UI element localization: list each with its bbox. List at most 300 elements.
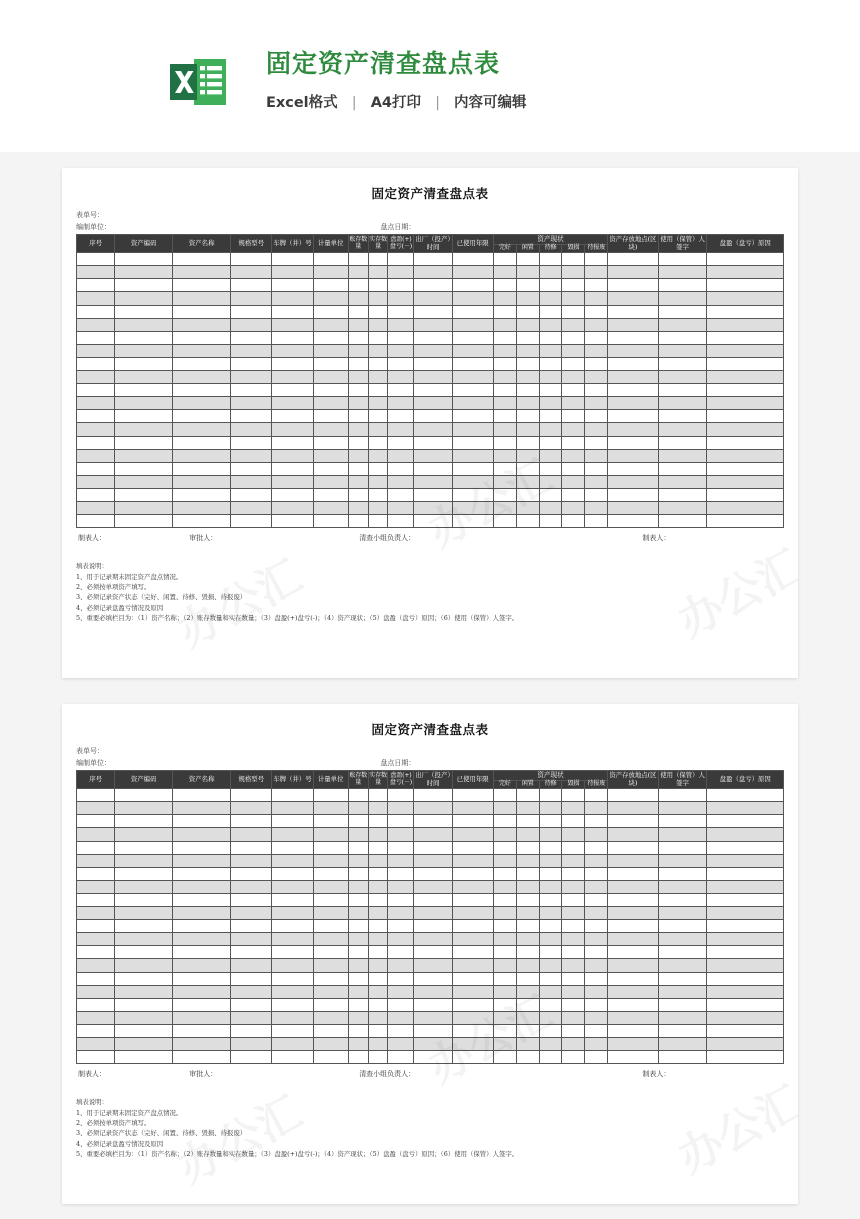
table-cell[interactable] <box>368 371 388 384</box>
table-cell[interactable] <box>658 501 707 514</box>
table-cell[interactable] <box>608 815 658 828</box>
table-cell[interactable] <box>272 907 313 920</box>
table-cell[interactable] <box>272 959 313 972</box>
table-cell[interactable] <box>585 305 608 318</box>
table-cell[interactable] <box>388 893 414 906</box>
table-cell[interactable] <box>173 1037 231 1050</box>
table-cell[interactable] <box>539 449 562 462</box>
table-cell[interactable] <box>115 828 173 841</box>
table-cell[interactable] <box>658 985 707 998</box>
table-cell[interactable] <box>388 1024 414 1037</box>
table-cell[interactable] <box>368 972 388 985</box>
table-cell[interactable] <box>493 501 516 514</box>
table-row[interactable] <box>77 1051 784 1064</box>
table-cell[interactable] <box>115 933 173 946</box>
table-cell[interactable] <box>585 318 608 331</box>
table-cell[interactable] <box>658 880 707 893</box>
table-cell[interactable] <box>452 802 493 815</box>
table-cell[interactable] <box>313 279 348 292</box>
table-cell[interactable] <box>368 998 388 1011</box>
table-cell[interactable] <box>585 475 608 488</box>
table-cell[interactable] <box>516 515 539 528</box>
table-cell[interactable] <box>348 410 368 423</box>
table-cell[interactable] <box>539 802 562 815</box>
table-cell[interactable] <box>115 384 173 397</box>
table-cell[interactable] <box>272 828 313 841</box>
table-cell[interactable] <box>516 371 539 384</box>
table-cell[interactable] <box>77 1051 115 1064</box>
table-cell[interactable] <box>388 462 414 475</box>
table-cell[interactable] <box>452 880 493 893</box>
table-cell[interactable] <box>539 253 562 266</box>
table-cell[interactable] <box>77 841 115 854</box>
table-cell[interactable] <box>493 907 516 920</box>
table-cell[interactable] <box>348 436 368 449</box>
table-cell[interactable] <box>493 462 516 475</box>
table-cell[interactable] <box>539 907 562 920</box>
table-cell[interactable] <box>608 946 658 959</box>
table-cell[interactable] <box>231 959 272 972</box>
table-cell[interactable] <box>77 266 115 279</box>
table-cell[interactable] <box>348 331 368 344</box>
table-cell[interactable] <box>77 384 115 397</box>
table-cell[interactable] <box>562 802 585 815</box>
table-cell[interactable] <box>272 1051 313 1064</box>
table-cell[interactable] <box>414 488 452 501</box>
table-cell[interactable] <box>272 292 313 305</box>
table-cell[interactable] <box>414 318 452 331</box>
table-cell[interactable] <box>313 449 348 462</box>
table-cell[interactable] <box>231 515 272 528</box>
table-cell[interactable] <box>368 880 388 893</box>
table-cell[interactable] <box>414 920 452 933</box>
table-cell[interactable] <box>658 802 707 815</box>
table-cell[interactable] <box>493 318 516 331</box>
table-cell[interactable] <box>562 985 585 998</box>
table-cell[interactable] <box>562 854 585 867</box>
table-cell[interactable] <box>414 789 452 802</box>
table-cell[interactable] <box>77 854 115 867</box>
table-cell[interactable] <box>658 867 707 880</box>
table-cell[interactable] <box>368 449 388 462</box>
table-cell[interactable] <box>388 449 414 462</box>
table-cell[interactable] <box>348 1024 368 1037</box>
table-cell[interactable] <box>608 462 658 475</box>
table-cell[interactable] <box>707 959 784 972</box>
table-cell[interactable] <box>707 985 784 998</box>
table-cell[interactable] <box>173 515 231 528</box>
table-cell[interactable] <box>115 423 173 436</box>
table-cell[interactable] <box>115 893 173 906</box>
table-cell[interactable] <box>452 266 493 279</box>
table-cell[interactable] <box>348 305 368 318</box>
table-cell[interactable] <box>414 436 452 449</box>
table-cell[interactable] <box>115 907 173 920</box>
table-cell[interactable] <box>539 371 562 384</box>
table-cell[interactable] <box>348 933 368 946</box>
table-cell[interactable] <box>368 384 388 397</box>
table-cell[interactable] <box>452 344 493 357</box>
table-cell[interactable] <box>658 515 707 528</box>
table-cell[interactable] <box>388 946 414 959</box>
table-cell[interactable] <box>539 292 562 305</box>
table-cell[interactable] <box>414 841 452 854</box>
table-row[interactable] <box>77 384 784 397</box>
table-cell[interactable] <box>658 488 707 501</box>
table-cell[interactable] <box>313 371 348 384</box>
table-cell[interactable] <box>707 397 784 410</box>
table-cell[interactable] <box>272 279 313 292</box>
table-cell[interactable] <box>313 998 348 1011</box>
table-row[interactable] <box>77 802 784 815</box>
table-cell[interactable] <box>313 410 348 423</box>
table-cell[interactable] <box>452 253 493 266</box>
table-cell[interactable] <box>585 279 608 292</box>
table-cell[interactable] <box>388 1037 414 1050</box>
table-cell[interactable] <box>539 959 562 972</box>
table-cell[interactable] <box>585 1051 608 1064</box>
table-cell[interactable] <box>388 292 414 305</box>
table-cell[interactable] <box>368 828 388 841</box>
table-cell[interactable] <box>348 880 368 893</box>
table-cell[interactable] <box>452 1011 493 1024</box>
table-cell[interactable] <box>539 462 562 475</box>
table-cell[interactable] <box>585 449 608 462</box>
table-cell[interactable] <box>173 397 231 410</box>
table-cell[interactable] <box>313 488 348 501</box>
table-cell[interactable] <box>115 318 173 331</box>
table-cell[interactable] <box>388 998 414 1011</box>
table-cell[interactable] <box>115 802 173 815</box>
table-cell[interactable] <box>707 998 784 1011</box>
table-cell[interactable] <box>608 998 658 1011</box>
table-cell[interactable] <box>414 880 452 893</box>
table-cell[interactable] <box>608 305 658 318</box>
table-cell[interactable] <box>231 462 272 475</box>
table-row[interactable] <box>77 841 784 854</box>
table-cell[interactable] <box>608 331 658 344</box>
table-cell[interactable] <box>539 841 562 854</box>
table-cell[interactable] <box>77 802 115 815</box>
table-cell[interactable] <box>539 972 562 985</box>
table-cell[interactable] <box>452 1024 493 1037</box>
table-cell[interactable] <box>388 318 414 331</box>
table-cell[interactable] <box>348 828 368 841</box>
table-cell[interactable] <box>173 253 231 266</box>
table-cell[interactable] <box>115 410 173 423</box>
table-cell[interactable] <box>173 384 231 397</box>
table-cell[interactable] <box>658 907 707 920</box>
table-cell[interactable] <box>414 959 452 972</box>
table-cell[interactable] <box>562 815 585 828</box>
table-cell[interactable] <box>115 972 173 985</box>
table-cell[interactable] <box>493 292 516 305</box>
table-cell[interactable] <box>77 920 115 933</box>
table-cell[interactable] <box>272 867 313 880</box>
table-cell[interactable] <box>585 501 608 514</box>
table-cell[interactable] <box>414 972 452 985</box>
table-cell[interactable] <box>348 266 368 279</box>
table-cell[interactable] <box>231 318 272 331</box>
table-cell[interactable] <box>173 1051 231 1064</box>
table-cell[interactable] <box>115 344 173 357</box>
table-cell[interactable] <box>388 802 414 815</box>
table-cell[interactable] <box>658 331 707 344</box>
table-cell[interactable] <box>414 371 452 384</box>
table-cell[interactable] <box>585 371 608 384</box>
table-cell[interactable] <box>348 920 368 933</box>
table-cell[interactable] <box>77 959 115 972</box>
table-cell[interactable] <box>414 1037 452 1050</box>
table-cell[interactable] <box>348 1011 368 1024</box>
table-cell[interactable] <box>493 815 516 828</box>
table-cell[interactable] <box>173 475 231 488</box>
table-cell[interactable] <box>173 920 231 933</box>
table-cell[interactable] <box>272 331 313 344</box>
table-cell[interactable] <box>313 959 348 972</box>
table-cell[interactable] <box>173 423 231 436</box>
table-cell[interactable] <box>585 1024 608 1037</box>
table-cell[interactable] <box>452 907 493 920</box>
table-cell[interactable] <box>493 488 516 501</box>
table-cell[interactable] <box>452 959 493 972</box>
table-cell[interactable] <box>658 266 707 279</box>
table-cell[interactable] <box>493 841 516 854</box>
table-row[interactable] <box>77 854 784 867</box>
table-cell[interactable] <box>368 789 388 802</box>
table-cell[interactable] <box>231 449 272 462</box>
table-cell[interactable] <box>368 475 388 488</box>
table-cell[interactable] <box>77 344 115 357</box>
table-cell[interactable] <box>272 933 313 946</box>
table-cell[interactable] <box>516 266 539 279</box>
table-cell[interactable] <box>707 880 784 893</box>
table-cell[interactable] <box>231 828 272 841</box>
table-cell[interactable] <box>493 266 516 279</box>
table-cell[interactable] <box>452 1051 493 1064</box>
table-cell[interactable] <box>313 985 348 998</box>
table-cell[interactable] <box>452 449 493 462</box>
table-cell[interactable] <box>516 344 539 357</box>
table-row[interactable] <box>77 344 784 357</box>
table-cell[interactable] <box>452 305 493 318</box>
table-cell[interactable] <box>414 998 452 1011</box>
table-cell[interactable] <box>77 397 115 410</box>
table-cell[interactable] <box>608 972 658 985</box>
table-cell[interactable] <box>414 410 452 423</box>
table-cell[interactable] <box>77 371 115 384</box>
table-cell[interactable] <box>388 371 414 384</box>
table-cell[interactable] <box>562 397 585 410</box>
table-cell[interactable] <box>658 998 707 1011</box>
table-cell[interactable] <box>115 331 173 344</box>
table-cell[interactable] <box>452 789 493 802</box>
table-cell[interactable] <box>585 384 608 397</box>
table-cell[interactable] <box>516 397 539 410</box>
table-cell[interactable] <box>493 423 516 436</box>
table-cell[interactable] <box>707 501 784 514</box>
table-cell[interactable] <box>414 854 452 867</box>
table-cell[interactable] <box>115 841 173 854</box>
table-cell[interactable] <box>272 253 313 266</box>
table-cell[interactable] <box>388 789 414 802</box>
table-cell[interactable] <box>173 880 231 893</box>
table-cell[interactable] <box>77 998 115 1011</box>
table-cell[interactable] <box>388 1051 414 1064</box>
table-cell[interactable] <box>562 880 585 893</box>
table-cell[interactable] <box>414 1051 452 1064</box>
table-cell[interactable] <box>658 410 707 423</box>
table-cell[interactable] <box>173 959 231 972</box>
table-cell[interactable] <box>348 985 368 998</box>
table-cell[interactable] <box>707 292 784 305</box>
table-cell[interactable] <box>516 462 539 475</box>
table-cell[interactable] <box>493 410 516 423</box>
table-cell[interactable] <box>562 357 585 370</box>
table-cell[interactable] <box>348 253 368 266</box>
table-cell[interactable] <box>368 893 388 906</box>
table-cell[interactable] <box>231 985 272 998</box>
table-cell[interactable] <box>231 907 272 920</box>
table-cell[interactable] <box>707 318 784 331</box>
table-row[interactable] <box>77 305 784 318</box>
table-cell[interactable] <box>562 1051 585 1064</box>
table-cell[interactable] <box>77 475 115 488</box>
table-cell[interactable] <box>231 344 272 357</box>
table-cell[interactable] <box>493 802 516 815</box>
table-cell[interactable] <box>313 828 348 841</box>
table-cell[interactable] <box>368 305 388 318</box>
table-cell[interactable] <box>272 815 313 828</box>
table-cell[interactable] <box>173 266 231 279</box>
table-cell[interactable] <box>608 436 658 449</box>
table-cell[interactable] <box>539 279 562 292</box>
table-cell[interactable] <box>173 985 231 998</box>
table-cell[interactable] <box>562 515 585 528</box>
table-cell[interactable] <box>348 998 368 1011</box>
table-cell[interactable] <box>272 305 313 318</box>
table-cell[interactable] <box>115 371 173 384</box>
table-cell[interactable] <box>658 397 707 410</box>
table-cell[interactable] <box>707 867 784 880</box>
table-cell[interactable] <box>414 907 452 920</box>
table-cell[interactable] <box>516 867 539 880</box>
table-row[interactable] <box>77 331 784 344</box>
table-cell[interactable] <box>173 802 231 815</box>
table-cell[interactable] <box>115 397 173 410</box>
table-cell[interactable] <box>115 475 173 488</box>
table-cell[interactable] <box>516 920 539 933</box>
table-cell[interactable] <box>608 802 658 815</box>
table-cell[interactable] <box>414 475 452 488</box>
table-cell[interactable] <box>368 985 388 998</box>
table-cell[interactable] <box>493 880 516 893</box>
table-cell[interactable] <box>313 515 348 528</box>
table-cell[interactable] <box>658 1011 707 1024</box>
table-cell[interactable] <box>608 985 658 998</box>
table-cell[interactable] <box>539 1037 562 1050</box>
table-cell[interactable] <box>608 266 658 279</box>
table-cell[interactable] <box>313 1051 348 1064</box>
table-cell[interactable] <box>707 828 784 841</box>
table-cell[interactable] <box>231 357 272 370</box>
table-cell[interactable] <box>608 920 658 933</box>
table-cell[interactable] <box>452 410 493 423</box>
table-cell[interactable] <box>539 1024 562 1037</box>
table-cell[interactable] <box>707 802 784 815</box>
table-cell[interactable] <box>368 344 388 357</box>
table-cell[interactable] <box>173 815 231 828</box>
table-cell[interactable] <box>313 880 348 893</box>
table-cell[interactable] <box>388 253 414 266</box>
table-row[interactable] <box>77 972 784 985</box>
table-cell[interactable] <box>539 920 562 933</box>
table-cell[interactable] <box>272 789 313 802</box>
table-cell[interactable] <box>658 933 707 946</box>
table-cell[interactable] <box>115 789 173 802</box>
table-cell[interactable] <box>539 475 562 488</box>
table-cell[interactable] <box>414 867 452 880</box>
table-cell[interactable] <box>368 397 388 410</box>
table-row[interactable] <box>77 959 784 972</box>
table-cell[interactable] <box>368 423 388 436</box>
table-cell[interactable] <box>562 1037 585 1050</box>
table-cell[interactable] <box>173 893 231 906</box>
table-cell[interactable] <box>77 462 115 475</box>
table-cell[interactable] <box>707 1024 784 1037</box>
table-cell[interactable] <box>707 253 784 266</box>
table-cell[interactable] <box>348 279 368 292</box>
table-cell[interactable] <box>231 488 272 501</box>
table-cell[interactable] <box>707 305 784 318</box>
table-cell[interactable] <box>313 384 348 397</box>
table-cell[interactable] <box>368 318 388 331</box>
table-cell[interactable] <box>348 384 368 397</box>
table-cell[interactable] <box>516 985 539 998</box>
table-cell[interactable] <box>77 1024 115 1037</box>
table-cell[interactable] <box>585 880 608 893</box>
table-cell[interactable] <box>414 985 452 998</box>
table-cell[interactable] <box>348 867 368 880</box>
table-cell[interactable] <box>414 946 452 959</box>
table-cell[interactable] <box>562 488 585 501</box>
table-cell[interactable] <box>493 1051 516 1064</box>
table-cell[interactable] <box>516 318 539 331</box>
table-cell[interactable] <box>562 933 585 946</box>
table-cell[interactable] <box>77 907 115 920</box>
table-cell[interactable] <box>272 841 313 854</box>
table-cell[interactable] <box>658 789 707 802</box>
table-cell[interactable] <box>493 828 516 841</box>
table-cell[interactable] <box>348 475 368 488</box>
table-cell[interactable] <box>585 292 608 305</box>
table-cell[interactable] <box>707 357 784 370</box>
table-cell[interactable] <box>608 854 658 867</box>
table-cell[interactable] <box>368 933 388 946</box>
table-cell[interactable] <box>272 998 313 1011</box>
table-cell[interactable] <box>173 1011 231 1024</box>
table-cell[interactable] <box>368 253 388 266</box>
table-cell[interactable] <box>313 423 348 436</box>
table-cell[interactable] <box>585 867 608 880</box>
table-cell[interactable] <box>388 959 414 972</box>
table-cell[interactable] <box>414 1011 452 1024</box>
table-cell[interactable] <box>231 1051 272 1064</box>
table-cell[interactable] <box>388 397 414 410</box>
table-cell[interactable] <box>452 867 493 880</box>
table-cell[interactable] <box>173 410 231 423</box>
table-cell[interactable] <box>585 357 608 370</box>
